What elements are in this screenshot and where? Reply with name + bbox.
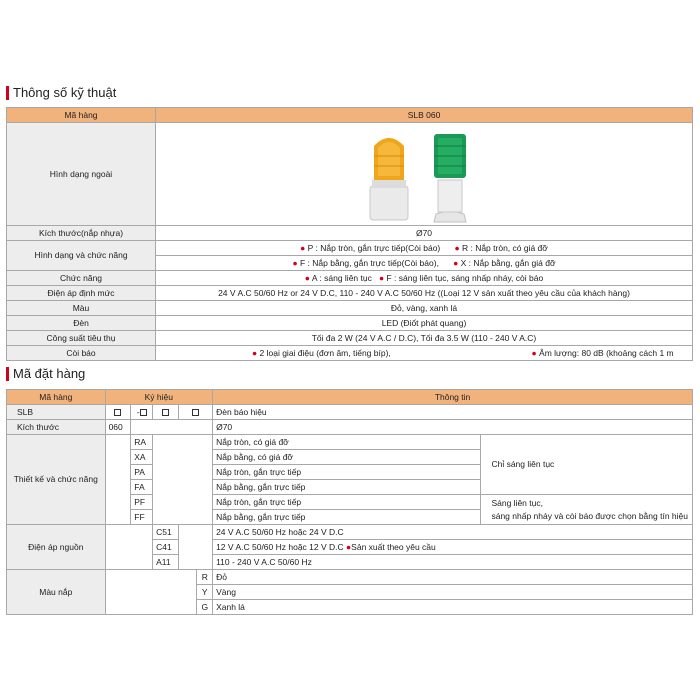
design-info: Nắp tròn, gắn trực tiếp — [213, 465, 481, 480]
design-label: Thiết kế và chức năng — [7, 435, 106, 525]
design-info: Nắp tròn, gắn trực tiếp — [213, 495, 481, 510]
title-marker — [6, 367, 9, 381]
design-note-f1: Sáng liên tục, — [491, 497, 543, 508]
appearance-label: Hình dạng ngoài — [7, 123, 156, 226]
function-a: A : sáng liên tục — [311, 272, 372, 283]
order-header-symbol: Ký hiệu — [105, 390, 213, 405]
shape-row-2: ● F : Nắp bằng, gắn trực tiếp(Còi báo), ● X : Nắp bằng, gắn giá đỡ — [156, 256, 693, 271]
power-code: C41 — [153, 540, 179, 555]
size-label: Kích thước(nắp nhựa) — [7, 226, 156, 241]
order-header-info: Thông tin — [213, 390, 693, 405]
design-note-f2: sáng nhấp nháy và còi báo được chọn bằng tín hiệu — [491, 510, 688, 521]
buzzer-left: 2 loại giai điệu (đơn âm, tiếng bíp), — [259, 347, 391, 358]
appearance-image — [156, 123, 693, 226]
light-label: Đèn — [7, 316, 156, 331]
shape-p: P : Nắp tròn, gắn trực tiếp(Còi báo) — [307, 242, 441, 253]
design-info: Nắp bằng, có giá đỡ — [213, 450, 481, 465]
order-section-title — [6, 366, 85, 381]
cap-code: G — [197, 600, 213, 615]
design-code: FA — [131, 480, 153, 495]
color-value: Đỏ, vàng, xanh lá — [156, 301, 693, 316]
order-table — [6, 389, 693, 615]
design-info: Nắp bằng, gắn trực tiếp — [213, 510, 481, 525]
light-value: LED (Điốt phát quang) — [156, 316, 693, 331]
cap-code: R — [197, 570, 213, 585]
shape-r: R : Nắp tròn, có giá đỡ — [461, 242, 548, 253]
shape-row-1: ● P : Nắp tròn, gắn trực tiếp(Còi báo) ● R : Nắp tròn, có giá đỡ — [156, 241, 693, 256]
power-label: Điện áp nguồn — [7, 525, 106, 570]
size-value: Ø70 — [156, 226, 693, 241]
amber-lamp-icon — [370, 138, 408, 220]
spec-header-label: Mã hàng — [7, 108, 156, 123]
power-info: 24 V A.C 50/60 Hz hoặc 24 V D.C — [213, 525, 693, 540]
function-value: ● A : sáng liên tục ● F : sáng liên tục, sáng nhấp nháy, còi báo — [156, 271, 693, 286]
order-header-code: Mã hàng — [7, 390, 106, 405]
shape-f: F : Nắp bằng, gắn trực tiếp(Còi báo), — [300, 257, 439, 268]
shape-label: Hình dạng và chức năng — [7, 241, 156, 271]
slb-label: SLB — [7, 405, 106, 420]
design-code: RA — [131, 435, 153, 450]
slb-info: Đèn báo hiệu — [213, 405, 693, 420]
power-code: A11 — [153, 555, 179, 570]
buzzer-label: Còi báo — [7, 346, 156, 361]
power-info: 110 - 240 V A.C 50/60 Hz — [213, 555, 693, 570]
design-note-f — [481, 495, 693, 525]
shape-x: X : Nắp bằng, gắn giá đỡ — [460, 257, 556, 268]
spec-table — [6, 107, 693, 361]
power-consumption-value: Tối đa 2 W (24 V A.C / D.C), Tối đa 3.5 W (110 - 240 V A.C) — [156, 331, 693, 346]
design-code: PF — [131, 495, 153, 510]
voltage-value: 24 V A.C 50/60 Hz or 24 V D.C, 110 - 240 V A.C 50/60 Hz ((Loại 12 V sản xuất theo yêu cầu của khách hàng) — [156, 286, 693, 301]
spec-header-value: SLB 060 — [156, 108, 693, 123]
design-note-a: Chỉ sáng liên tục — [481, 435, 693, 495]
function-label: Chức năng — [7, 271, 156, 286]
code-box-3 — [153, 405, 179, 420]
size-label: Kích thước — [7, 420, 106, 435]
design-code: XA — [131, 450, 153, 465]
power-code: C51 — [153, 525, 179, 540]
cap-code: Y — [197, 585, 213, 600]
cap-color-label: Màu nắp — [7, 570, 106, 615]
buzzer-right: Âm lượng: 80 dB (khoảng cách 1 m — [539, 347, 674, 358]
cap-info: Vàng — [213, 585, 693, 600]
title-marker — [6, 86, 9, 100]
design-code: PA — [131, 465, 153, 480]
code-box-1 — [105, 405, 131, 420]
code-box-4 — [178, 405, 212, 420]
voltage-label: Điện áp định mức — [7, 286, 156, 301]
function-f: F : sáng liên tục, sáng nhấp nháy, còi báo — [386, 272, 544, 283]
power-consumption-label: Công suất tiêu thụ — [7, 331, 156, 346]
signal-lamp-images — [364, 124, 484, 224]
design-code: FF — [131, 510, 153, 525]
power-custom-note: Sản xuất theo yêu cầu — [351, 541, 436, 552]
color-label: Màu — [7, 301, 156, 316]
design-info: Nắp tròn, có giá đỡ — [213, 435, 481, 450]
cap-info: Xanh lá — [213, 600, 693, 615]
size-info: Ø70 — [213, 420, 693, 435]
code-box-2: - — [131, 405, 153, 420]
green-lamp-icon — [434, 134, 466, 222]
spec-section-title — [6, 85, 116, 100]
cap-info: Đỏ — [213, 570, 693, 585]
power-info: 12 V A.C 50/60 Hz hoặc 12 V D.C ●Sản xuất theo yêu cầu — [213, 540, 693, 555]
spec-title-text: Thông số kỹ thuật — [13, 85, 117, 100]
order-title-text: Mã đặt hàng — [13, 366, 86, 381]
size-code: 060 — [105, 420, 131, 435]
design-info: Nắp bằng, gắn trực tiếp — [213, 480, 481, 495]
buzzer-value: ● 2 loại giai điệu (đơn âm, tiếng bíp), ● Âm lượng: 80 dB (khoảng cách 1 m — [156, 346, 693, 361]
